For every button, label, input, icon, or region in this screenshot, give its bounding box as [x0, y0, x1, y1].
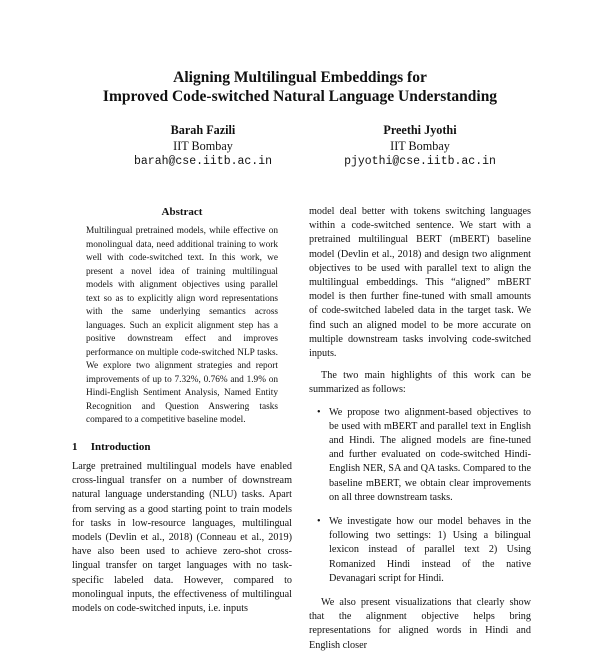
intro-paragraph-1: Large pretrained multilingual models have enabled cross-lingual transfer on a number of downstream natural language understanding (NLU) tasks. Apart from serving as a good starting point to train models for tasks in low-resource languages, multilingual models (Devlin et al., 2018) (Conneau et al., 2019) have also been used to achieve zero-shot cross-lingual transfer on target languages with no task-specific labeled data. However, compared to monolingual inputs, the effectiveness of multilingual models on code-switched inputs, i.e. inputs: [72, 460, 292, 614]
author-name: Barah Fazili: [170, 123, 236, 137]
bullet-icon: •: [317, 516, 321, 528]
list-item-text: We investigate how our model behaves in the following two settings: 1) Using a bilingual lexicon instead of parallel text 2) Using Romanized Hindi instead of the native Devanagari script for Hindi.: [329, 516, 531, 584]
right-column: [309, 205, 531, 653]
list-item: [309, 406, 531, 505]
paper-title: [0, 68, 600, 106]
list-item: [309, 515, 531, 586]
abstract-heading: Abstract: [161, 206, 203, 218]
intro-paragraph-2: The two main highlights of this work can be summarized as follows:: [309, 370, 531, 396]
author-email[interactable]: barah@cse.iitb.ac.in: [133, 155, 273, 168]
bullet-icon: •: [317, 406, 321, 418]
section-number: 1: [72, 440, 78, 453]
abstract-text: Multilingual pretrained models, while effective on monolingual data, need additional training to work well with code-switched text. In this work, we present a novel idea of training multilingual models with alignment objectives using parallel text so as to explicitly align word representations with the same underlying semantics across languages. Such an explicit alignment step has a positive downstream effect and improves performance on multiple code-switched NLP tasks. We explore two alignment strategies and report improvements of up to 7.32%, 0.76% and 1.9% on Hindi-English Sentiment Analysis, Named Entity Recognition and Question Answering tasks compared to a competitive baseline model.: [86, 226, 278, 426]
author-name: Preethi Jyothi: [383, 123, 457, 137]
title-line-1: Aligning Multilingual Embeddings for: [173, 69, 427, 86]
intro-paragraph-1-continued: model deal better with tokens switching languages within a code-switched sentence. We start with a pretrained multilingual BERT (mBERT) baseline model (Devlin et al., 2018) and design two alignment objectives to be used with parallel text to align the multilingual embeddings. This “aligned” mBERT model is then further fine-tuned with small amounts of code-switched labeled data in the target task. We find such an aligned model to be more accurate on multiple downstream tasks involving code-switched inputs.: [309, 206, 531, 360]
author-email[interactable]: pjyothi@cse.iitb.ac.in: [344, 155, 496, 168]
title-line-2: Improved Code-switched Natural Language Understanding: [102, 88, 498, 105]
author-affiliation: IIT Bombay: [390, 139, 450, 153]
left-column: [72, 205, 292, 616]
author-block-2: [300, 122, 540, 170]
intro-paragraph-3: We also present visualizations that clearly show that the alignment objective helps bring representations for aligned words in Hindi and English closer: [309, 597, 531, 651]
highlights-list: [309, 406, 531, 586]
author-affiliation: IIT Bombay: [173, 139, 233, 153]
section-heading-introduction: [72, 440, 292, 454]
section-title: Introduction: [90, 440, 151, 453]
list-item-text: We propose two alignment-based objectives to be used with mBERT and parallel text in English and Hindi. The aligned models are fine-tuned and further evaluated on code-switched Hindi-English NER, SA and QA tasks. Compared to the baseline mBERT, we obtain clear improvements on all three downstream tasks.: [329, 406, 531, 503]
author-block-1: [83, 122, 323, 170]
